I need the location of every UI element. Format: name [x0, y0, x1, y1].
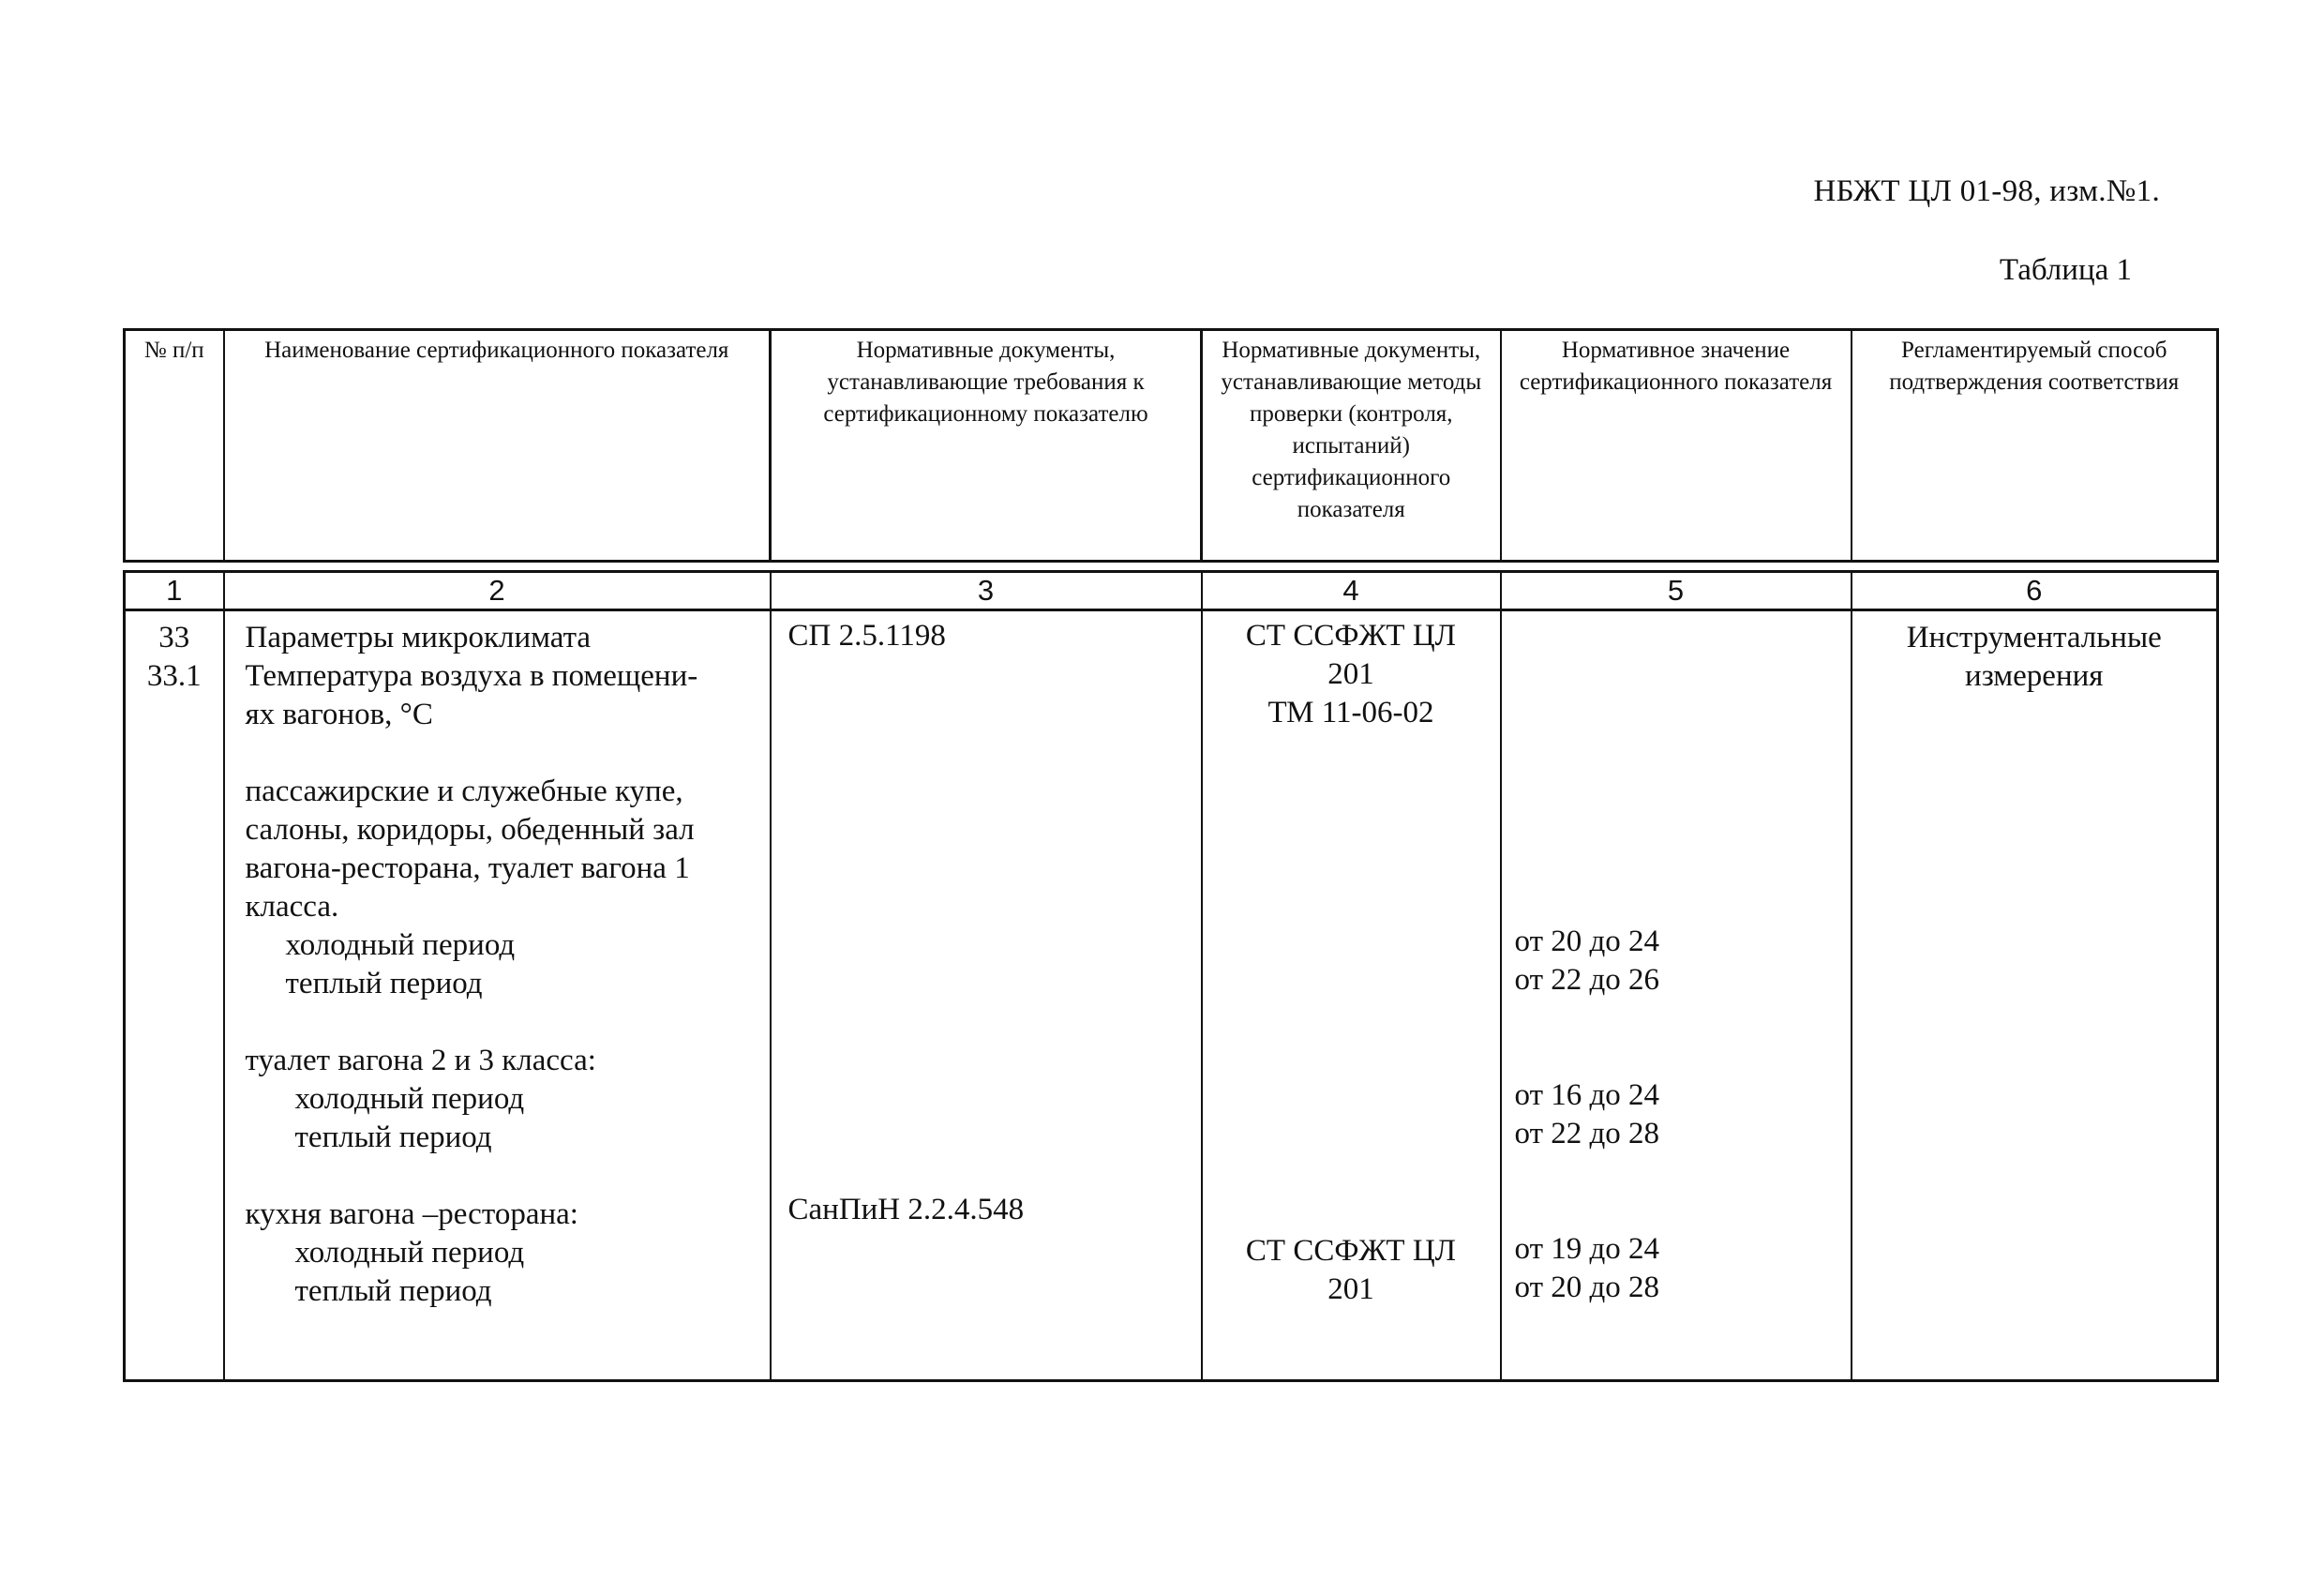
subgroup-line: кухня вагона –ресторана:: [245, 1197, 578, 1231]
period-warm: теплый период: [294, 1274, 492, 1308]
col-number: 6: [1852, 572, 2218, 610]
col-header-test-docs: Нормативные документы, устанавливающие методы проверки (контроля, испытаний) сертификационного показателя: [1202, 330, 1501, 562]
col-header-requirement-docs: Нормативные документы, устанавливающие требования к сертификационному показателю: [771, 330, 1202, 562]
cell-test-docs: [1202, 610, 1501, 1381]
subgroup-line: пассажирские и служебные купе,: [245, 774, 683, 808]
col-header-conformity-method: Регламентируемый способ подтверждения соответствия: [1852, 330, 2218, 562]
cell-indicator-name: [224, 610, 771, 1381]
method-line: измерения: [1965, 659, 2104, 693]
subgroup-line: класса.: [245, 890, 339, 924]
cell-requirement-docs: [771, 610, 1202, 1381]
normative-value: от 22 до 28: [1514, 1117, 1660, 1150]
cell-conformity-method: [1852, 610, 2218, 1381]
requirement-doc: СП 2.5.1198: [787, 619, 946, 653]
col-number: 5: [1501, 572, 1852, 610]
normative-value: от 22 до 26: [1514, 963, 1660, 997]
method-line: Инструментальные: [1906, 621, 2162, 654]
subgroup-line: туалет вагона 2 и 3 класса:: [245, 1044, 596, 1077]
document-code: НБЖТ ЦЛ 01-98, изм.№1.: [1813, 174, 2160, 208]
period-cold: холодный период: [285, 928, 516, 962]
col-number: 1: [125, 572, 224, 610]
subitem-number: 33.1: [146, 659, 202, 693]
group-title: Параметры микроклимата: [245, 621, 592, 654]
table-row: [125, 610, 2218, 1381]
table-caption: Таблица 1: [1999, 253, 2132, 287]
col-number: 2: [224, 572, 771, 610]
cell-item-number: [125, 610, 224, 1381]
test-doc: СТ ССФЖТ ЦЛ: [1245, 1234, 1457, 1268]
col-number: 4: [1202, 572, 1501, 610]
test-doc: ТМ 11-06-02: [1267, 696, 1434, 729]
col-number: 3: [771, 572, 1202, 610]
test-doc: СТ ССФЖТ ЦЛ: [1245, 619, 1457, 653]
requirement-doc: СанПиН 2.2.4.548: [787, 1193, 1025, 1226]
indicator-line: Температура воздуха в помещени-: [245, 659, 698, 693]
item-number: 33: [158, 621, 190, 654]
table-header: [123, 328, 2219, 563]
normative-value: от 20 до 24: [1514, 925, 1660, 958]
normative-value: от 16 до 24: [1514, 1078, 1660, 1112]
period-warm: теплый период: [294, 1120, 492, 1154]
col-header-normative-value: Нормативное значение сертификационного показателя: [1501, 330, 1852, 562]
indicator-line: ях вагонов, °С: [245, 698, 433, 731]
cell-normative-value: [1501, 610, 1852, 1381]
subgroup-line: салоны, коридоры, обеденный зал: [245, 813, 695, 847]
normative-value: от 19 до 24: [1514, 1232, 1660, 1266]
subgroup-line: вагона-ресторана, туалет вагона 1: [245, 851, 690, 885]
period-warm: теплый период: [285, 967, 483, 1000]
test-doc: 201: [1327, 1272, 1374, 1306]
normative-value: от 20 до 28: [1514, 1271, 1660, 1304]
test-doc: 201: [1327, 657, 1374, 691]
period-cold: холодный период: [294, 1082, 525, 1116]
table-body: [123, 570, 2219, 1382]
col-header-indicator: Наименование сертификационного показателя: [224, 330, 771, 562]
col-header-number: № п/п: [125, 330, 224, 562]
period-cold: холодный период: [294, 1236, 525, 1270]
column-number-row: [125, 572, 2218, 610]
